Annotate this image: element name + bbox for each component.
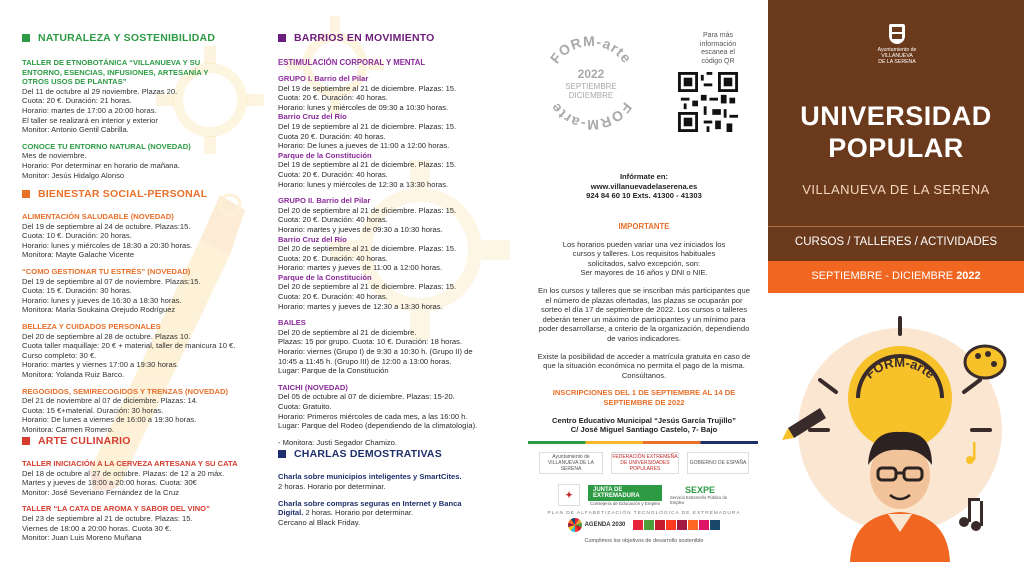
course-item xyxy=(22,387,262,435)
bullet-square-icon xyxy=(22,190,30,198)
extremadura-icon: ✦ xyxy=(558,484,580,506)
group-detail: Del 05 de octubre al 07 de diciembre. Plazas: 15-20. xyxy=(278,392,455,402)
feup-logo: FEDERACIÓN EXTREMEÑA DE UNIVERSIDADES POPULARES xyxy=(612,454,678,472)
student-illustration xyxy=(780,300,1020,562)
section-naturaleza xyxy=(22,32,262,187)
talk-title: Charla sobre municipios inteligentes y SmartCites. xyxy=(278,472,462,481)
group-detail: Horario: Primeros miércoles de cada mes, a las 16:00 h. xyxy=(278,411,468,421)
course-detail: Horario: martes y viernes 17:00 a 19:30 horas. xyxy=(22,360,179,370)
course-title: TALLER INICIACIÓN A LA CERVEZA ARTESANA Y SU CATA xyxy=(22,459,238,468)
group-heading: TAICHI (NOVEDAD) xyxy=(278,382,348,392)
svg-text:DICIEMBRE: DICIEMBRE xyxy=(568,91,614,100)
course-detail: Monitora: Mayte Galache Vicente xyxy=(22,250,135,260)
group-heading: GRUPO II. Barrio del Pilar xyxy=(278,196,371,206)
course-detail: Del 23 de septiembre al 21 de octubre. Plazas: 15. xyxy=(22,513,193,523)
section-title: BARRIOS EN MOVIMIENTO xyxy=(294,32,435,44)
activity-group xyxy=(278,383,518,431)
gobierno-logo: GOBIERNO DE ESPAÑA xyxy=(687,452,749,474)
ayuntamiento-logo: Ayuntamiento de VILLANUEVA DE LA SERENA xyxy=(539,452,603,474)
course-item xyxy=(22,267,262,315)
barrios-groups xyxy=(278,74,518,431)
cover-title: UNIVERSIDAD POPULAR xyxy=(800,101,992,163)
group-detail: Cuota: 20 €. Duración: 40 horas. xyxy=(278,292,388,302)
group-detail: Del 19 de septiembre al 21 de diciembre. Plazas: 15. xyxy=(278,160,457,170)
panel-courses-middle xyxy=(262,0,520,564)
group-heading: Parque de la Constitución xyxy=(278,272,372,282)
course-item xyxy=(22,504,262,542)
talk-detail: Cercano al Black Friday. xyxy=(278,518,361,528)
qr-caption: Para más información escanea el código QR xyxy=(699,32,737,65)
course-detail: Horario: De lunes a viernes de 16:00 a 19:30 horas. xyxy=(22,415,197,425)
svg-text:2022: 2022 xyxy=(577,67,605,81)
course-detail: Monitor: Juan Luis Moreno Muñana xyxy=(22,533,142,543)
form-arte-stamp xyxy=(536,28,646,138)
group-detail: Horario: viernes (Grupo I) de 9:30 a 10:30 h. (Grupo II) de xyxy=(278,347,473,357)
group-heading: BAILES xyxy=(278,318,306,328)
course-title: OTROS USOS DE PLANTAS” xyxy=(22,77,127,87)
course-detail: Del 20 de septiembre al 28 de octubre. Plazas 10. xyxy=(22,331,191,341)
talk-detail: 2 horas. Horario por determinar. xyxy=(305,508,414,518)
group-detail: 10:45 a 11:45 h. (Grupo III) de 12:00 a 13:00 horas. xyxy=(278,356,452,366)
group-detail: Del 20 de septiembre al 21 de diciembre. Plazas: 15. xyxy=(278,244,457,254)
group-detail: Del 20 de septiembre al 21 de diciembre. Plazas: 15. xyxy=(278,282,457,292)
course-title: ALIMENTACIÓN SALUDABLE (NOVEDAD) xyxy=(22,212,174,221)
group-heading: Barrio Cruz del Río xyxy=(278,234,347,244)
ayuntamiento-crest: Ayuntamiento de VILLANUEVA DE LA SERENA xyxy=(872,24,922,65)
talk-item xyxy=(278,472,518,492)
sponsor-logos-row2 xyxy=(528,484,760,506)
course-detail: Horario: martes de 17:00 a 20:00 horas. xyxy=(22,105,157,115)
cover-subtitle: CURSOS / TALLERES / ACTIVIDADES xyxy=(794,236,998,248)
enrollment-dates: INSCRIPCIONES DEL 1 DE SEPTIEMBRE AL 14 DE xyxy=(552,388,736,398)
course-detail: Del 18 de octubre al 27 de octubre. Plazas: de 12 a 20 máx. xyxy=(22,468,225,478)
contact-info: Infórmate en: www.villanuevadelaserena.es 924 84 60 10 Exts. 41300 - 41303 xyxy=(528,172,760,201)
course-title: ENTORNO, ESENCIAS, INFUSIONES, ARTESANÍA Y xyxy=(22,67,209,77)
sdg-icons xyxy=(633,520,720,530)
course-detail: Monitora: Yolanda Ruiz Barco. xyxy=(22,369,125,379)
course-detail: Del 19 de septiembre al 07 de noviembre. Plazas:15. xyxy=(22,276,201,286)
group-detail: Del 20 de septiembre al 21 de diciembre. xyxy=(278,327,417,337)
group-detail: Lugar: Parque de la Constitución xyxy=(278,366,389,376)
group-detail: Horario: martes y jueves de 11:00 a 12:00 horas. xyxy=(278,263,443,273)
course-detail: Del 11 de octubre al 29 noviembre. Plazas 20. xyxy=(22,86,178,96)
course-detail: Mes de noviembre. xyxy=(22,151,87,161)
course-title: TALLER “LA CATA DE AROMA Y SABOR DEL VINO” xyxy=(22,504,210,514)
group-detail: Horario: martes y jueves de 12:30 a 13:30 horas. xyxy=(278,301,443,311)
group-detail: Cuota: 20 €. Duración: 40 horas. xyxy=(278,93,388,103)
section-title: ARTE CULINARIO xyxy=(38,435,131,447)
section-culinario xyxy=(22,435,262,550)
center-address: C/ José Miguel Santiago Castelo, 7- Bajo xyxy=(570,425,718,435)
color-strip xyxy=(528,441,758,444)
agenda-2030-row xyxy=(528,518,760,532)
phone-number: 924 84 60 10 Exts. 41300 - 41303 xyxy=(586,191,702,201)
svg-text:FORM-arte: FORM-arte xyxy=(862,354,938,382)
course-item xyxy=(22,459,262,497)
course-title: CONOCE TU ENTORNO NATURAL (NOVEDAD) xyxy=(22,141,191,151)
panel-courses-left xyxy=(0,0,262,564)
group-detail: Cuota 20 €. Duración: 40 horas. xyxy=(278,131,386,141)
activity-group xyxy=(278,318,518,376)
group-detail: Del 20 de septiembre al 21 de diciembre. Plazas: 15. xyxy=(278,205,457,215)
group-detail: Cuota: Gratuito. xyxy=(278,402,332,411)
group-detail: Plazas: 15 por grupo. Cuota: 10 €. Duración: 18 horas. xyxy=(278,337,463,347)
course-detail: Horario: Por determinar en horario de mañana. xyxy=(22,160,180,170)
course-item xyxy=(22,322,262,380)
course-detail: Cuota: 10 €. Duración: 20 horas. xyxy=(22,231,132,241)
course-title: REGOGIDOS, SEMIRECOGIDOS Y TRENZAS (NOVEDAD) xyxy=(22,386,229,396)
course-detail: Viernes de 18:00 a 20:00 horas. Cuota 30 €. xyxy=(22,523,172,533)
talk-title: Digital. xyxy=(278,508,304,518)
course-detail: Monitor: Jesús Hidalgo Alonso xyxy=(22,170,125,180)
section-title: BIENESTAR SOCIAL-PERSONAL xyxy=(38,188,208,200)
bullet-square-icon xyxy=(22,34,30,42)
section-barrios xyxy=(278,32,518,454)
important-notice: IMPORTANTE Los horarios pueden variar una vez iniciados los cursos y talleres. Los requisitos habituales solicitados, salvo excepción, son: Ser mayores de 16 años y DNI o NIE. En los cursos y talleres que se inscriban más participantes que el número de plazas ofertadas, las plazas se ocuparán por sorteo el día 17 de septiembre de 2022. Los cursos o talleres deberán tener un máximo de participantes y un mínimo para poder desarrollarse, a criterio de la organización, dependiendo de varios indicadores. Existe la posibilidad de acceder a matrícula gratuita en caso de que la situación económica no permita el pago de la misma. Consúltanos. INSCRIPCIONES DEL 1 DE SEPTIEMBRE AL 14 DE SEPTIEMBRE DE 2022 Centro Educativo Municipal “Jesús García Trujillo” C/ José Miguel Santiago Castelo, 7- Bajo xyxy=(528,222,760,435)
talk-title: Charla sobre compras seguras en Internet y Banca xyxy=(278,498,462,508)
course-detail: Monitor: Antonio Gentil Cabrilla. xyxy=(22,125,129,135)
course-detail: Del 21 de noviembre al 07 de diciembre. Plazas: 14. xyxy=(22,396,199,406)
group-detail: Del 19 de septiembre al 21 de diciembre. Plazas: 15. xyxy=(278,83,457,93)
ods-caption: Cumplimos los objetivos de desarrollo sostenible xyxy=(584,538,704,544)
section-subtitle: ESTIMULACIÓN CORPORAL Y MENTAL xyxy=(278,58,426,67)
qr-code[interactable] xyxy=(678,72,738,132)
course-item xyxy=(22,142,262,180)
course-detail: Martes y jueves de 18:00 a 20:00 horas. Cuota: 30€ xyxy=(22,478,197,488)
group-detail: Horario: De lunes a jueves de 11:00 a 12:00 horas. xyxy=(278,141,450,151)
svg-text:SEPTIEMBRE: SEPTIEMBRE xyxy=(565,82,617,91)
group-detail: Lugar: Parque del Rodeo (dependiendo de la climatología). xyxy=(278,421,478,431)
section-title: NATURALEZA Y SOSTENIBILIDAD xyxy=(38,32,216,44)
sexpe-logo: SEXPE Servicio Extremeño Público de Empleo xyxy=(670,485,728,505)
course-detail: Curso completo: 30 €. xyxy=(22,350,97,360)
cover-town: VILLANUEVA DE LA SERENA xyxy=(802,182,990,197)
bullet-square-icon xyxy=(278,34,286,42)
course-item xyxy=(22,58,262,135)
course-detail: Monitora: Carmen Romero. xyxy=(22,424,115,434)
activity-group xyxy=(278,74,518,189)
crest-icon xyxy=(889,24,905,44)
course-detail: Horario: lunes y miércoles de 18:30 a 20:30 horas. xyxy=(22,240,193,250)
bullet-square-icon xyxy=(278,450,286,458)
course-title: TALLER DE ETNOBOTÁNICA “VILLANUEVA Y SU xyxy=(22,58,201,67)
course-detail: Cuota: 15 €+material. Duración: 30 horas. xyxy=(22,405,164,415)
group-heading: GRUPO I. Barrio del Pilar xyxy=(278,74,369,83)
course-detail: Cuota: 15 €. Duración: 30 horas. xyxy=(22,286,132,296)
svg-text:FORM-arte: FORM-arte xyxy=(546,99,636,134)
course-detail: Monitor: José Severiano Fernández de la Cruz xyxy=(22,487,180,497)
group-detail: Horario: lunes y miércoles de 09:30 a 10:30 horas. xyxy=(278,102,449,112)
sdg-wheel-icon xyxy=(568,518,582,532)
course-detail: Del 19 de septiembre al 24 de octubre. Plazas:15. xyxy=(22,221,191,231)
svg-text:FORM-arte: FORM-arte xyxy=(546,32,636,67)
monitor-line: - Monitora: Justi Segador Chamizo. xyxy=(278,437,398,447)
talk-detail: 2 horas. Horario por determinar. xyxy=(278,481,386,491)
cover-dates: SEPTIEMBRE - DICIEMBRE 2022 xyxy=(811,270,981,282)
agenda-2030-logo: AGENDA 2030 xyxy=(568,518,626,532)
sponsor-logos-row1 xyxy=(528,452,760,474)
group-detail: Cuota: 20 €. Duración: 40 horas. xyxy=(278,169,388,179)
section-bienestar xyxy=(22,188,262,441)
group-heading: Barrio Cruz del Río xyxy=(278,112,347,122)
junta-logo: JUNTA DE EXTREMADURA Consejería de Educación y Empleo xyxy=(589,486,661,506)
section-charlas xyxy=(278,448,518,535)
group-detail: Horario: lunes y miércoles de 12:30 a 13:30 horas. xyxy=(278,179,449,189)
talk-item xyxy=(278,499,518,528)
palette-icon xyxy=(965,346,1005,378)
course-item xyxy=(22,212,262,260)
course-title: BELLEZA Y CUIDADOS PERSONALES xyxy=(22,321,161,331)
course-detail: Horario: lunes y jueves de 16:30 a 18:30 horas. xyxy=(22,295,182,305)
enrollment-dates: SEPTIEMBRE DE 2022 xyxy=(603,397,685,407)
center-name: Centro Educativo Municipal “Jesús García Trujillo” xyxy=(552,415,736,425)
bullet-square-icon xyxy=(22,437,30,445)
group-heading: Parque de la Constitución xyxy=(278,150,372,160)
course-detail: Cuota: 20 €. Duración: 21 horas. xyxy=(22,96,132,106)
group-detail: Cuota: 20 €. Duración: 40 horas. xyxy=(278,253,388,263)
plan-text: PLAN DE ALFABETIZACIÓN TECNOLÓGICA DE EXTREMADURA xyxy=(547,511,741,516)
course-detail: El taller se realizará en interior y exterior xyxy=(22,115,158,125)
section-title: CHARLAS DEMOSTRATIVAS xyxy=(294,448,442,460)
group-detail: Del 19 de septiembre al 21 de diciembre. Plazas: 15. xyxy=(278,121,457,131)
important-title: IMPORTANTE xyxy=(618,222,670,231)
group-detail: Cuota: 20 €. Duración: 40 horas. xyxy=(278,215,388,225)
activity-group xyxy=(278,196,518,311)
course-detail: Monitora: María Soukaina Orejudo Rodríguez xyxy=(22,305,176,315)
course-detail: Cuota taller maquillaje: 20 € + material, taller de manicura 10 €. xyxy=(22,341,236,351)
website-link[interactable]: www.villanuevadelaserena.es xyxy=(590,181,698,191)
group-detail: Horario: martes y jueves de 09:30 a 10:30 horas. xyxy=(278,224,443,234)
course-title: “COMO GESTIONAR TU ESTRÉS” (NOVEDAD) xyxy=(22,266,191,276)
